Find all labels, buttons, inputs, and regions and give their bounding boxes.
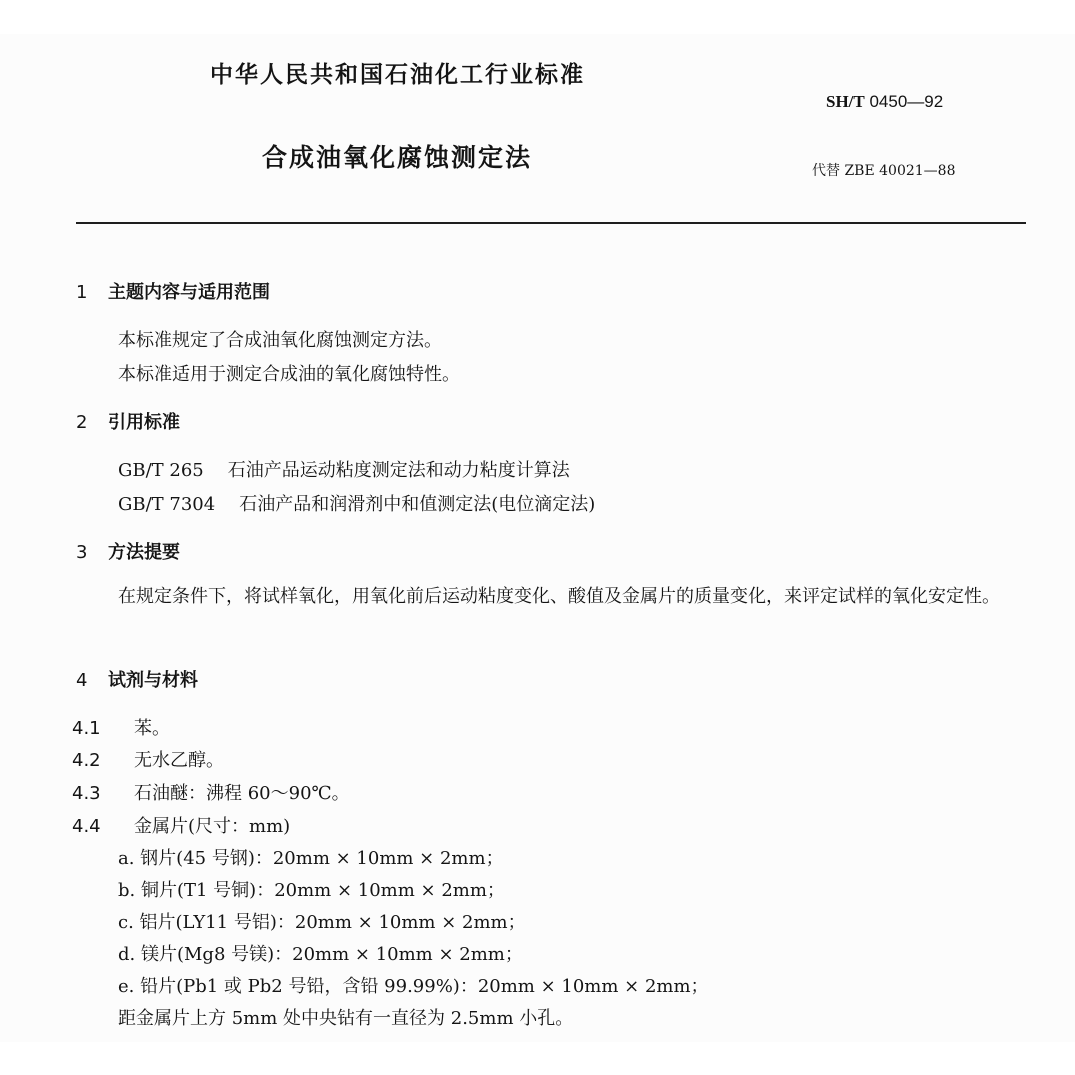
section-title: 主题内容与适用范围 [108,282,270,303]
sub-item-magnesium: d. 镁片(Mg8 号镁)：20mm × 10mm × 2mm； [118,944,523,965]
section-title: 引用标准 [108,412,180,433]
standard-code: 0450—92 [864,92,944,111]
item-text: 石油醚：沸程 60～90℃。 [134,783,350,804]
section-1-line-1: 本标准规定了合成油氧化腐蚀测定方法。 [118,330,442,351]
section-2-heading [76,408,180,434]
reference-row [118,456,570,482]
item-text: 金属片(尺寸：mm) [134,816,291,837]
document-title: 合成油氧化腐蚀测定法 [262,143,533,172]
section-number: 3 [76,542,88,563]
section-title: 试剂与材料 [108,670,198,691]
reference-code: GB/T 7304 [118,494,216,515]
list-item [72,746,224,772]
issuing-organization: 中华人民共和国石油化工行业标准 [210,62,585,88]
replaces-note: 代替 ZBE 40021—88 [812,163,956,179]
item-number: 4.1 [72,718,101,739]
item-text: 苯。 [134,718,170,739]
section-title: 方法提要 [108,542,180,563]
item-number: 4.2 [72,750,101,771]
sub-item-aluminum: c. 铝片(LY11 号铝)：20mm × 10mm × 2mm； [118,912,526,933]
sub-item-steel: a. 钢片(45 号钢)：20mm × 10mm × 2mm； [118,848,504,869]
list-item [72,812,290,838]
item-text: 无水乙醇。 [134,750,224,771]
section-3-heading [76,538,180,564]
reference-name: 石油产品和润滑剂中和值测定法(电位滴定法) [239,494,596,515]
reference-row [118,490,595,516]
section-1-heading [76,278,270,304]
drill-hole-note: 距金属片上方 5mm 处中央钻有一直径为 2.5mm 小孔。 [118,1008,574,1029]
section-4-heading [76,666,198,692]
section-1-line-2: 本标准适用于测定合成油的氧化腐蚀特性。 [118,364,460,385]
list-item [72,714,170,740]
standard-prefix: SH/T [826,92,865,111]
sub-item-copper: b. 铜片(T1 号铜)：20mm × 10mm × 2mm； [118,880,505,901]
section-3-paragraph: 在规定条件下，将试样氧化，用氧化前后运动粘度变化、酸值及金属片的质量变化，来评定试样的氧化安定性。 [118,586,1000,607]
standard-number [826,92,943,112]
list-item [72,779,350,805]
item-number: 4.3 [72,783,101,804]
section-number: 4 [76,670,88,691]
reference-name: 石油产品运动粘度测定法和动力粘度计算法 [227,460,570,481]
section-number: 2 [76,412,88,433]
reference-code: GB/T 265 [118,460,204,481]
header-divider [76,222,1026,224]
section-number: 1 [76,282,88,303]
item-number: 4.4 [72,816,101,837]
document-page [0,34,1075,1042]
sub-item-lead: e. 铅片(Pb1 或 Pb2 号铅，含铅 99.99%)：20mm × 10mm × 2mm； [118,976,709,997]
